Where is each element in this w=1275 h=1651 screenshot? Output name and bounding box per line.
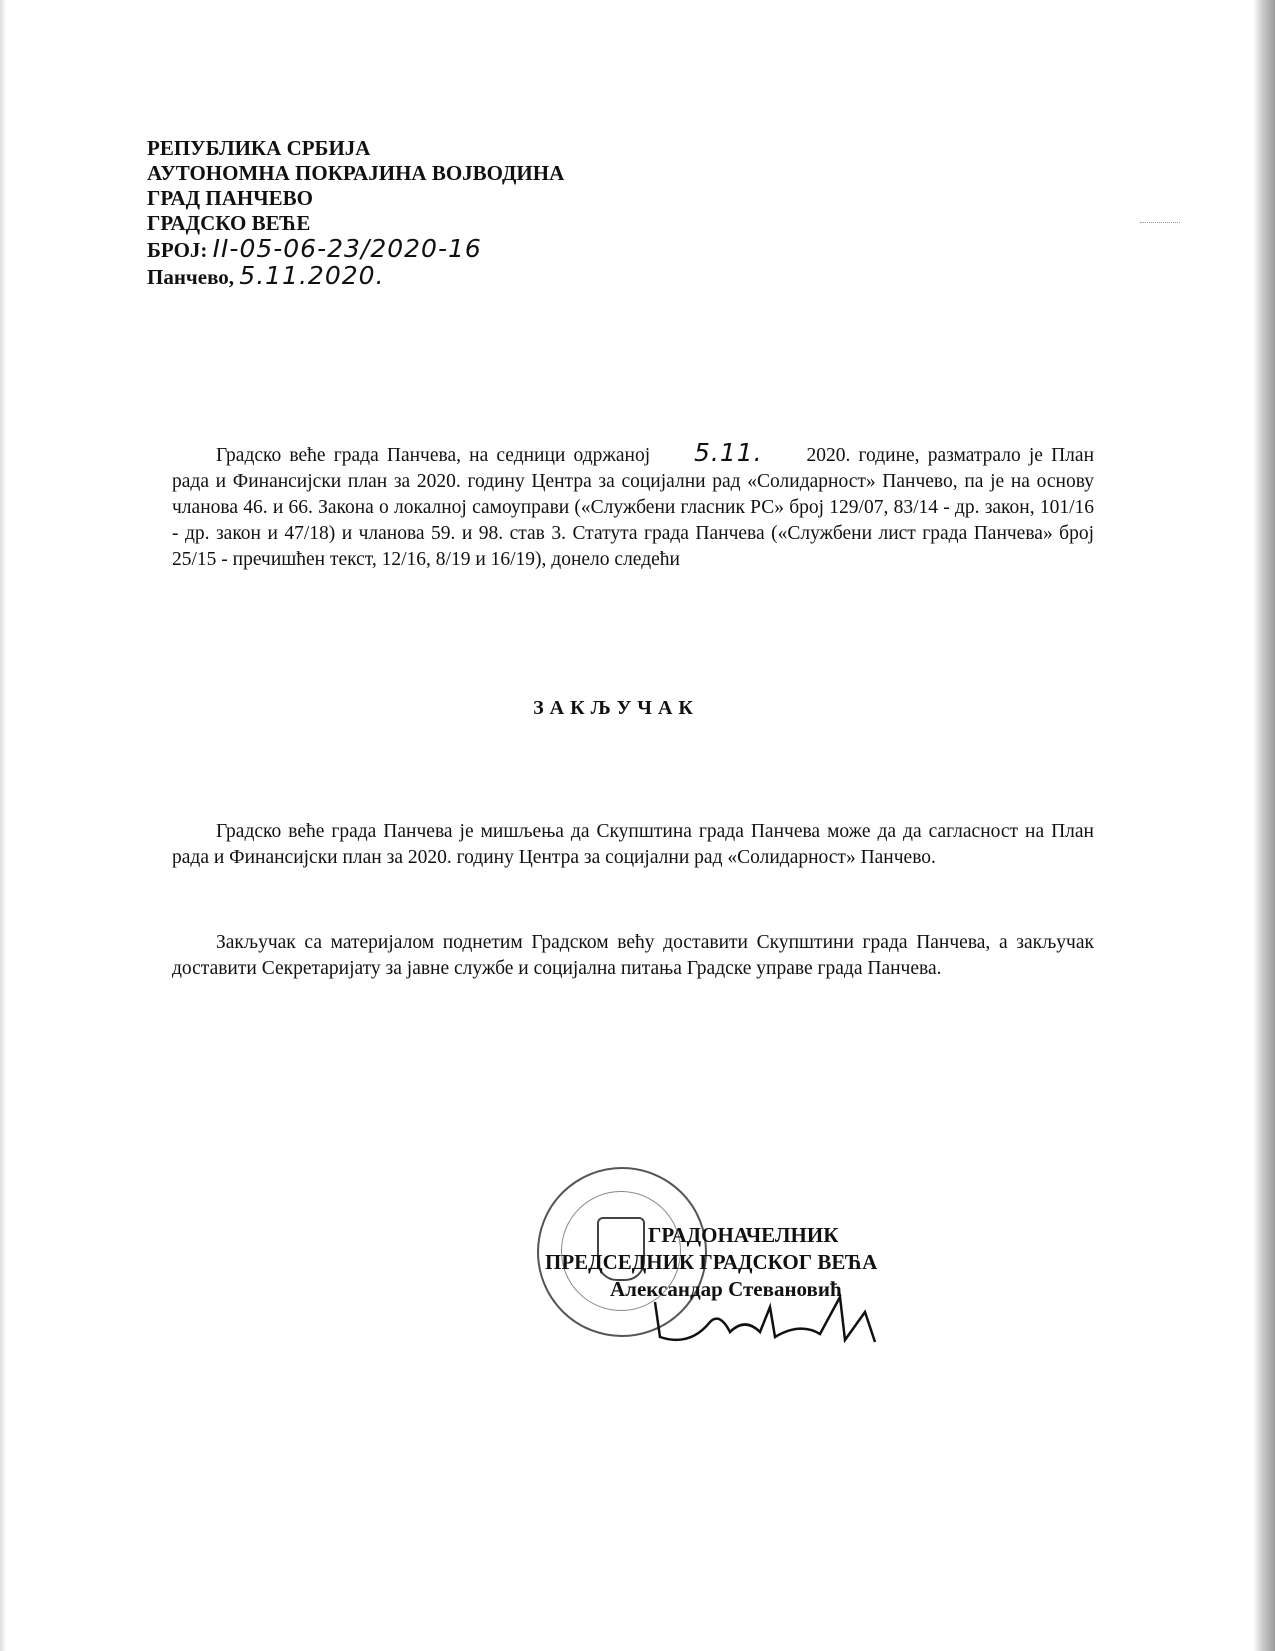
conclusion-paragraph-1: Градско веће града Панчева је мишљења да Скупштина града Панчева може да да сагласност на План рада и Финансијски план за 2020. годину Центра за социјални рад «Солидарност» Панчево. [172, 821, 1094, 868]
scan-left-edge [0, 0, 6, 1651]
scan-right-edge [1253, 0, 1275, 1651]
document-date: Панчево, 5.11.2020. [147, 261, 385, 290]
handwritten-signature [650, 1292, 910, 1352]
handwritten-session-date: 5.11. [693, 438, 763, 467]
document-title: ЗАКЉУЧАК [533, 697, 699, 719]
preamble-paragraph: Градско веће града Панчева, на седници одржаној 5.11. 2020. године, разматрало је План рада и Финансијски план за 2020. годину Центра за социјални рад «Солидарност» Панчево, па је на основу чланова 46. и 66. Закона о локалној самоуправи («Службени гласник РС» број 129/07, 83/14 - др. закон, 101/16 - др. закон и 47/18) и чланова 59. и 98. став 3. Статута града Панчева («Службени лист града Панчева» број 25/15 - пречишћен текст, 12/16, 8/19 и 16/19), донело следећи [172, 438, 1095, 570]
header-republic: РЕПУБЛИКА СРБИЈА [147, 136, 371, 160]
handwritten-date: 5.11.2020. [239, 261, 385, 290]
header-council: ГРАДСКО ВЕЋЕ [147, 211, 311, 235]
header-city: ГРАД ПАНЧЕВО [147, 186, 313, 210]
signatory-title-mayor: ГРАДОНАЧЕЛНИК [648, 1223, 839, 1247]
signatory-title-president: ПРЕДСЕДНИК ГРАДСКОГ ВЕЋА [545, 1250, 878, 1274]
document-header [147, 136, 564, 290]
document-number: БРОЈ: II-05-06-23/2020-16 [147, 234, 482, 263]
header-province: АУТОНОМНА ПОКРАЈИНА ВОЈВОДИНА [147, 161, 565, 185]
signatory-name: Александар Стевановић [610, 1277, 842, 1301]
conclusion-paragraph-2: Закључак са материјалом поднетим Градском већу доставити Скупштини града Панчева, а закључак доставити Секретаријату за јавне службе и социјална питања Градске управе града Панчева. [172, 932, 1094, 979]
handwritten-number: II-05-06-23/2020-16 [212, 234, 482, 263]
signature-block [545, 1222, 878, 1303]
scan-artifact [1140, 222, 1180, 226]
